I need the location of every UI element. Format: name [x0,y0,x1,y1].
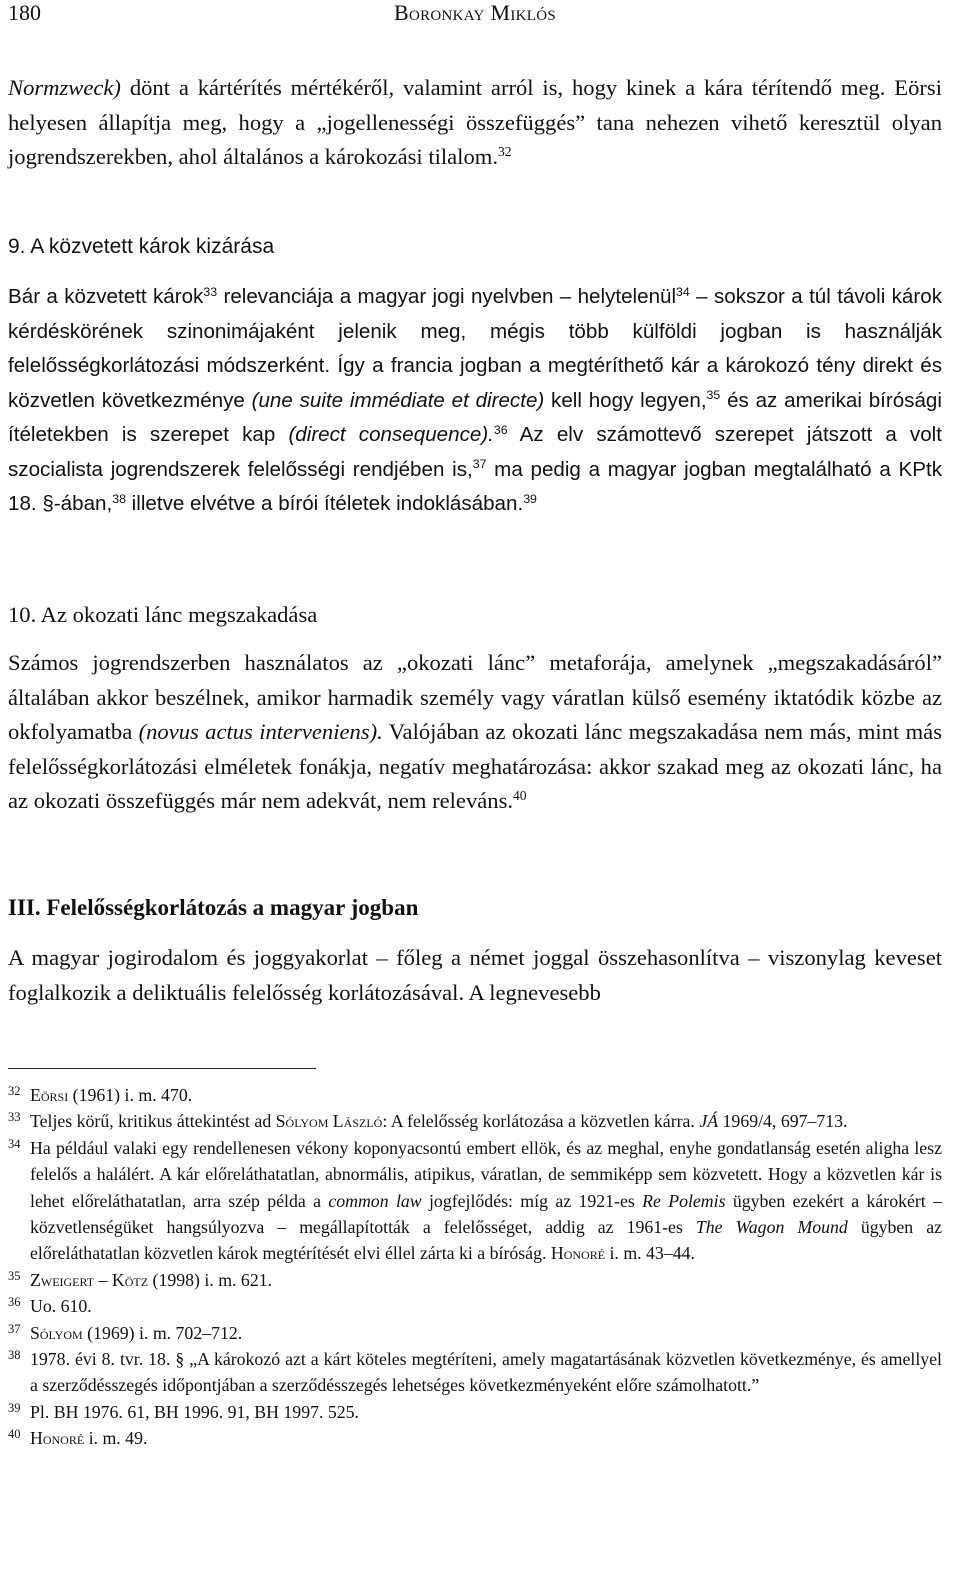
paragraph-continuation: Normzweck) dönt a kártérítés mértékéről, valamint arról is, hogy kinek a kára térítendő meg. Eörsi helyesen állapítja meg, hogy a „jogellenességi összefüggés” tana nehezen vihető keresztül olyan jogrendszerekben, ahol általános a károkozási tilalom.$^{32}$ [8,75,942,169]
footnote-ref[interactable]: 36 [493,422,508,437]
page-number: 180 [8,0,41,25]
footnote-ref[interactable]: 34 [676,284,690,299]
footnote-40: 40 Honoré i. m. 49. [8,1427,148,1449]
section-heading-10: 10. Az okozati lánc megszakadása [8,602,318,627]
running-head-author: Boronkay Miklós [393,0,557,25]
section-9-paragraph: Bár a közvetett károk$^{33}$ relevanciája a magyar jogi nyelvben – helytelenül$^{34}$ – sokszor a túl távoli károk kérdéskörének szinonimájaként jelenik meg, mégis több külföldi jogban is használják felelősségkorlátozási módszerként. Így a francia jogban a megtéríthető kár a károkozó tény direkt és közvetlen következménye (une suite immédiate et directe) kell hogy legyen,$^{35}$ és az amerikai bírósági ítéletekben is szerepet kap (direct consequence).$^{36}$ Az elv számottevő szerepet játszott a volt szocialista jogrendszerek felelősségi rendjében is,$^{37}$ ma pedig a magyar jogban megtalálható a KPtk 18. §-ában,$^{38}$ illetve elvétve a bírói ítéletek indoklásában.$^{39}$ [8,284,942,515]
running-header [8,0,942,32]
footnote-ref[interactable]: 35 [706,388,721,403]
italic-term: Normzweck) [8,75,121,100]
footnote-ref[interactable]: 38 [112,491,126,506]
footnote-36: 36 Uo. 610. [8,1295,92,1317]
footnote-ref[interactable]: 39 [523,491,537,506]
footnote-ref[interactable]: 32 [497,143,512,159]
footnotes [8,1082,942,1452]
footnote-32: 32 Eörsi (1961) i. m. 470. [8,1084,193,1105]
section-heading-9: 9. A közvetett károk kizárása [8,235,275,258]
footnote-38: 38 1978. évi 8. tvr. 18. § „A károkozó azt a kárt köteles megtéríteni, amely magatartásának közvetlen következménye, és amellyel a szerződésszegés időpontjában a szerződésszegés lehetséges következményeként előre számolhatott.” [8,1348,942,1396]
footnote-separator [8,1068,316,1069]
footnote-39: 39 Pl. BH 1976. 61, BH 1996. 91, BH 1997. 525. [8,1400,359,1422]
chapter-heading-III: III. Felelősségkorlátozás a magyar jogban [8,895,419,920]
footnote-ref[interactable]: 40 [513,787,527,803]
footnote-ref[interactable]: 33 [203,284,218,299]
footnote-35: 35 Zweigert – Kötz (1998) i. m. 621. [8,1268,273,1290]
footnote-ref[interactable]: 37 [472,457,487,472]
footnote-34: 34 Ha például valaki egy rendellenesen vékony koponyacsontú embert ellök, és az meghal, enyhe gondatlanság esetén aligha lesz felelős a halálért. A kár előreláthatatlan, abnormális, atipikus, váratlan, de semmiképp sem közvetett. Hogy a közvetlen kár is lehet előreláthatatlan, arra szép példa a common law jogfejlődés: míg az 1921-es Re Polemis ügyben ezekért a károkért – közvetlenségüket hangsúlyozva – megállapították a felelősséget, addig az 1961-es The Wagon Mound ügyben az előreláthatatlan közvetlen károk megtérítését elvi éllel zárta ki a bíróság. Honoré i. m. 43–44. [8,1136,942,1264]
section-10-paragraph: Számos jogrendszerben használatos az „okozati lánc” metaforája, amelynek „megszakadásáról” általában akkor beszélnek, amikor harmadik személy vagy váratlan külső esemény iktatódik közbe az okfolyamatba (novus actus interveniens). Valójában az okozati lánc megszakadása nem más, mint más felelősségkorlátozási elméletek fonákja, negatív meghatározása: akkor szakad meg az okozati lánc, ha az okozati összefüggés már nem adekvát, nem releváns.$^{40}$ [8,650,942,813]
footnote-37: 37 Sólyom (1969) i. m. 702–712. [8,1321,243,1343]
footnote-33: 33 Teljes körű, kritikus áttekintést ad Sólyom László: A felelősség korlátozása a közvetlen kárra. JÁ 1969/4, 697–713. [8,1110,848,1132]
section-III-paragraph: A magyar jogirodalom és joggyakorlat – főleg a német joggal összehasonlítva – viszonylag keveset foglalkozik a deliktuális felelősség korlátozásával. A legnevesebb [8,945,942,1005]
